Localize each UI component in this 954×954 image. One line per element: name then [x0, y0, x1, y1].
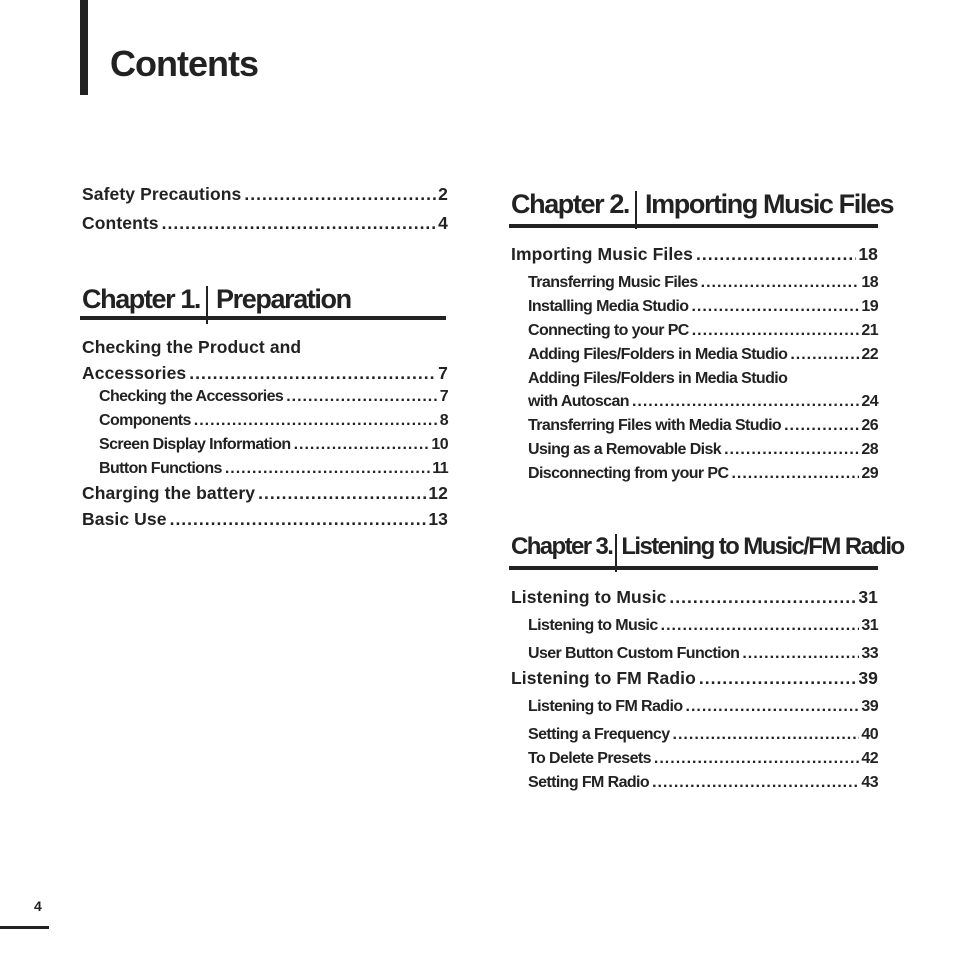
toc-entry-safety-precautions[interactable] — [82, 186, 448, 204]
toc-entry-page: 42 — [861, 750, 878, 767]
toc-entry-title: Transferring Music Files — [528, 274, 698, 291]
toc-entry-title: Adding Files/Folders in Media Studio — [528, 370, 788, 387]
toc-entry-page: 29 — [861, 465, 878, 482]
chapter-name: Preparation — [216, 283, 351, 314]
toc-entry-user-button-custom[interactable] — [511, 646, 878, 662]
toc-entry-page: 8 — [439, 412, 448, 429]
toc-entry-title: Checking the Accessories — [99, 388, 284, 405]
leader-dots — [701, 275, 860, 291]
leader-dots — [696, 246, 856, 264]
toc-entry-checking-accessories[interactable] — [82, 389, 448, 405]
toc-entry-title: Listening to Music — [528, 617, 658, 634]
leader-dots — [225, 461, 430, 477]
toc-entry-title: User Button Custom Function — [528, 645, 740, 662]
chapter-number: Chapter 1. — [82, 283, 201, 314]
toc-entry-page: 2 — [438, 184, 448, 204]
toc-entry-components[interactable] — [82, 413, 448, 429]
leader-dots — [692, 323, 860, 339]
leader-dots — [244, 186, 436, 204]
toc-entry-title: Listening to FM Radio — [511, 668, 696, 688]
chapter-1-heading — [82, 280, 351, 318]
toc-entry-page: 33 — [861, 645, 878, 662]
toc-entry-removable-disk[interactable] — [511, 442, 878, 458]
toc-entry-title: Importing Music Files — [511, 244, 693, 264]
toc-entry-page: 39 — [861, 698, 878, 715]
toc-entry-transferring-files-media-studio[interactable] — [511, 418, 878, 434]
toc-entry-checking-product[interactable] — [82, 365, 448, 383]
chapter-number: Chapter 2. — [511, 188, 630, 219]
toc-entry-charging-battery[interactable] — [82, 485, 448, 503]
leader-dots — [669, 589, 856, 607]
toc-entry-title: Installing Media Studio — [528, 298, 689, 315]
chapter-1-rule — [80, 316, 446, 320]
toc-entry-page: 24 — [861, 393, 878, 410]
toc-entry-page: 11 — [432, 460, 448, 477]
leader-dots — [162, 215, 437, 233]
toc-entry-checking-product-line1[interactable] — [82, 339, 448, 357]
toc-entry-installing-media-studio[interactable] — [511, 299, 878, 315]
toc-entry-page: 7 — [439, 388, 448, 405]
leader-dots — [784, 418, 859, 434]
toc-entry-page: 12 — [428, 483, 448, 503]
toc-entry-disconnecting-pc[interactable] — [511, 466, 878, 482]
toc-entry-title: Setting FM Radio — [528, 774, 650, 791]
toc-entry-page: 7 — [438, 363, 448, 383]
chapter-name: Listening to Music/FM Radio — [621, 533, 904, 560]
leader-dots — [286, 389, 437, 405]
toc-entry-page: 10 — [431, 436, 448, 453]
toc-entry-title: Setting a Frequency — [528, 726, 670, 743]
toc-entry-page: 4 — [438, 213, 448, 233]
leader-dots — [258, 485, 426, 503]
toc-entry-title: Adding Files/Folders in Media Studio — [528, 346, 788, 363]
leader-dots — [170, 511, 427, 529]
leader-dots — [294, 437, 430, 453]
page-number: 4 — [34, 898, 42, 914]
toc-entry-title: with Autoscan — [528, 393, 629, 410]
chapter-3-rule — [509, 566, 878, 570]
leader-dots — [686, 699, 860, 715]
toc-entry-listening-fm-radio[interactable] — [511, 670, 878, 688]
toc-entry-screen-display[interactable] — [82, 437, 448, 453]
toc-entry-title: Checking the Product and — [82, 337, 302, 357]
toc-entry-title: Safety Precautions — [82, 184, 242, 204]
toc-entry-listening-to-music-sub[interactable] — [511, 618, 878, 634]
toc-entry-connecting-to-pc[interactable] — [511, 323, 878, 339]
toc-entry-title: Accessories — [82, 363, 187, 383]
chapter-name: Importing Music Files — [645, 188, 894, 219]
toc-entry-page: 31 — [861, 617, 878, 634]
toc-entry-page: 21 — [861, 322, 878, 339]
toc-entry-page: 18 — [861, 274, 878, 291]
toc-entry-title: Transferring Files with Media Studio — [528, 417, 782, 434]
leader-dots — [661, 618, 860, 634]
toc-entry-listening-to-music[interactable] — [511, 589, 878, 607]
toc-entry-autoscan-line1[interactable] — [511, 371, 878, 387]
toc-entry-autoscan[interactable] — [511, 394, 878, 410]
toc-entry-transferring-music-files[interactable] — [511, 275, 878, 291]
leader-dots — [742, 646, 859, 662]
toc-entry-basic-use[interactable] — [82, 511, 448, 529]
toc-entry-page: 39 — [858, 668, 878, 688]
toc-entry-listening-fm-radio-sub[interactable] — [511, 699, 878, 715]
toc-entry-page: 22 — [861, 346, 878, 363]
toc-entry-page: 26 — [861, 417, 878, 434]
leader-dots — [724, 442, 859, 458]
toc-entry-title: Disconnecting from your PC — [528, 465, 729, 482]
toc-entry-title: Components — [99, 412, 191, 429]
leader-dots — [790, 347, 859, 363]
leader-dots — [194, 413, 438, 429]
toc-entry-page: 40 — [861, 726, 878, 743]
leader-dots — [632, 394, 859, 410]
toc-entry-title: Basic Use — [82, 509, 167, 529]
toc-entry-button-functions[interactable] — [82, 461, 448, 477]
toc-entry-setting-fm-radio[interactable] — [511, 775, 878, 791]
leader-dots — [652, 775, 859, 791]
toc-entry-title: Connecting to your PC — [528, 322, 689, 339]
toc-entry-page: 31 — [858, 587, 878, 607]
toc-entry-title: To Delete Presets — [528, 750, 651, 767]
toc-entry-title: Contents — [82, 213, 159, 233]
leader-dots — [673, 727, 860, 743]
toc-entry-page: 28 — [861, 441, 878, 458]
toc-entry-page: 18 — [858, 244, 878, 264]
toc-entry-title: Button Functions — [99, 460, 222, 477]
leader-dots — [189, 365, 436, 383]
leader-dots — [699, 670, 856, 688]
toc-entry-importing-music-files[interactable] — [511, 246, 878, 264]
toc-entry-page: 13 — [428, 509, 448, 529]
chapter-3-heading — [511, 528, 904, 566]
leader-dots — [654, 751, 859, 767]
chapter-2-heading — [511, 185, 893, 223]
leader-dots — [691, 299, 859, 315]
toc-entry-title: Listening to FM Radio — [528, 698, 683, 715]
toc-entry-title: Listening to Music — [511, 587, 667, 607]
toc-entry-adding-files-folders[interactable] — [511, 347, 878, 363]
toc-entry-delete-presets[interactable] — [511, 751, 878, 767]
page-title: Contents — [110, 43, 258, 84]
leader-dots — [731, 466, 859, 482]
chapter-2-rule — [509, 224, 878, 228]
toc-entry-setting-frequency[interactable] — [511, 727, 878, 743]
toc-entry-page: 19 — [861, 298, 878, 315]
toc-entry-title: Charging the battery — [82, 483, 256, 503]
title-accent-bar — [80, 0, 88, 95]
toc-entry-contents[interactable] — [82, 215, 448, 233]
chapter-number: Chapter 3. — [511, 533, 613, 560]
toc-entry-page: 43 — [861, 774, 878, 791]
page-number-rule — [0, 926, 49, 929]
toc-entry-title: Screen Display Information — [99, 436, 291, 453]
toc-entry-title: Using as a Removable Disk — [528, 441, 722, 458]
